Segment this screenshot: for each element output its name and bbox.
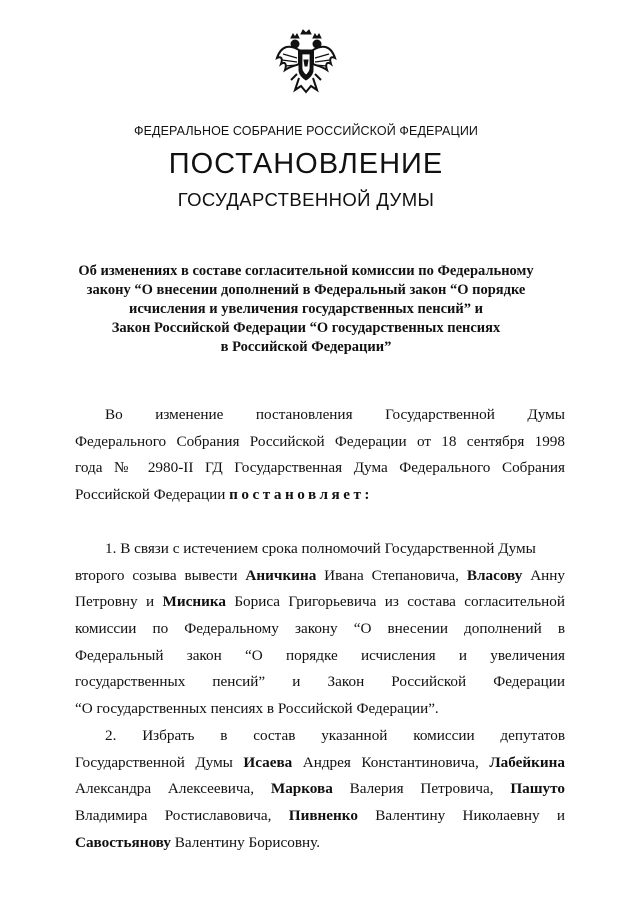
- preamble-line: года № 2980-II ГД Государственная Дума Федерального Собрания: [75, 459, 565, 477]
- item-line: государственных пенсий” и Закон Российской Федерации: [75, 673, 565, 691]
- item-text: Андрея Константиновича,: [302, 753, 479, 771]
- item-text: Валентину Борисовну.: [174, 833, 321, 851]
- item-line: [75, 803, 565, 830]
- deputy-surname: Пивненко: [288, 807, 358, 825]
- item-line: [75, 830, 565, 857]
- assembly-name: ФЕДЕРАЛЬНОЕ СОБРАНИЕ РОССИЙСКОЙ ФЕДЕРАЦИИ: [133, 124, 479, 138]
- item-line: [75, 589, 565, 616]
- item-text: Валентину Николаевну и: [375, 807, 566, 825]
- deputy-surname: Пашуто: [510, 780, 566, 798]
- item-text: Анну: [530, 566, 566, 584]
- russian-coat-of-arms-emblem: [275, 28, 337, 94]
- item-line: Федеральный закон “О порядке исчисления и увеличения: [75, 646, 565, 664]
- preamble-text: Российской Федерации: [75, 486, 226, 504]
- heading-line: Закон Российской Федерации “О государственных пенсиях: [111, 320, 501, 336]
- item-text: Александра Алексеевича,: [75, 780, 255, 798]
- item-line: [75, 776, 565, 803]
- heading-line: в Российской Федерации”: [220, 339, 392, 355]
- item-text: Валерия Петровича,: [349, 780, 494, 798]
- resolves-word: постановляет:: [229, 486, 373, 504]
- item-line: 1. В связи с истечением срока полномочий Государственной Думы: [105, 540, 536, 557]
- item-text: второго созыва вывести: [75, 566, 238, 584]
- issuing-body-subtitle: ГОСУДАРСТВЕННОЙ ДУМЫ: [177, 189, 435, 210]
- item-text: Ивана Степановича,: [324, 566, 459, 584]
- deputy-surname: Маркова: [270, 780, 333, 798]
- item-text: Государственной Думы: [75, 753, 233, 771]
- preamble-line: Во изменение постановления Государственной Думы: [105, 406, 565, 423]
- item-line: [75, 750, 565, 777]
- deputy-surname: Мисника: [162, 593, 226, 611]
- deputy-surname: Лабейкина: [489, 753, 565, 771]
- heading-line: исчисления и увеличения государственных пенсий” и: [129, 301, 483, 317]
- item-text: Бориса Григорьевича из состава согласительной: [234, 593, 566, 611]
- preamble-paragraph: [75, 402, 565, 509]
- item-line: [75, 563, 565, 590]
- deputy-surname: Савостьянову: [75, 833, 171, 851]
- preamble-line: [75, 482, 565, 509]
- item-1-paragraph: [75, 536, 565, 723]
- heading-line: закону “О внесении дополнений в Федеральный закон “О порядке: [86, 282, 526, 298]
- document-type-title: ПОСТАНОВЛЕНИЕ: [168, 148, 444, 180]
- deputy-surname: Аничкина: [245, 566, 317, 584]
- document-heading: [60, 262, 552, 357]
- item-text: Владимира Ростиславовича,: [75, 807, 272, 825]
- item-line: комиссии по Федеральному закону “О внесении дополнений в: [75, 620, 565, 638]
- preamble-line: Федерального Собрания Российской Федерации от 18 сентября 1998: [75, 432, 565, 450]
- item-2-paragraph: [75, 723, 565, 856]
- item-line: 2. Избрать в состав указанной комиссии депутатов: [105, 727, 565, 744]
- deputy-surname: Исаева: [243, 753, 293, 771]
- item-text: Петровну и: [75, 593, 155, 611]
- item-line: “О государственных пенсиях в Российской Федерации”.: [75, 700, 439, 718]
- deputy-surname: Власову: [466, 566, 523, 584]
- heading-line: Об изменениях в составе согласительной комиссии по Федеральному: [78, 263, 534, 279]
